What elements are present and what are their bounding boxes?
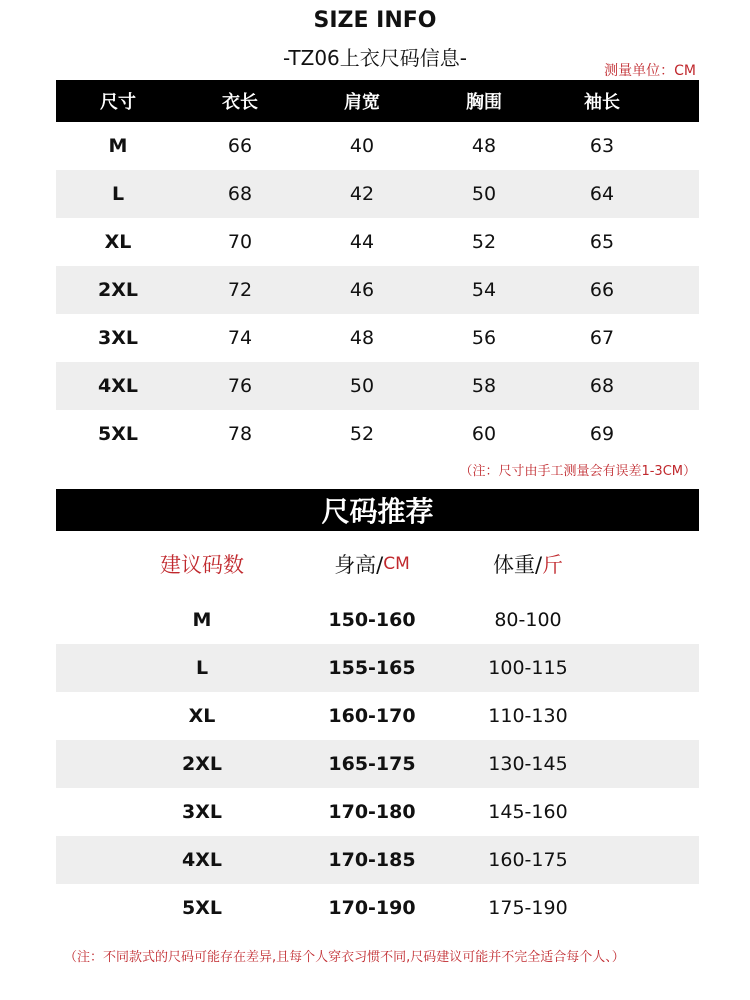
size-cell: L [111, 183, 125, 205]
column-header-weight [468, 540, 588, 588]
shoulder-cell: 48 [349, 327, 375, 349]
size-cell: 3XL [98, 327, 138, 349]
recommend-disclaimer: （注：不同款式的尺码可能存在差异,且每个人穿衣习惯不同,尺码建议可能并不完全适合每个人、） [64, 950, 625, 965]
sleeve-cell: 63 [589, 135, 615, 157]
weight-cell: 100-115 [488, 657, 568, 679]
size-cell: 4XL [98, 375, 138, 397]
height-cell: 150-160 [328, 609, 416, 631]
table-row [56, 596, 699, 644]
size-cell: 2XL [182, 753, 222, 775]
chest-cell: 48 [471, 135, 497, 157]
column-header: 尺寸 [100, 92, 136, 113]
table-row [56, 884, 699, 932]
size-cell: 4XL [182, 849, 222, 871]
chest-cell: 56 [471, 327, 497, 349]
column-header: 袖长 [584, 92, 620, 113]
length-cell: 66 [227, 135, 253, 157]
sleeve-cell: 64 [589, 183, 615, 205]
measurement-note: （注：尺寸由手工测量会有误差1-3CM） [459, 464, 696, 479]
height-cell: 170-180 [328, 801, 416, 823]
weight-cell: 175-190 [488, 897, 568, 919]
size-cell: L [195, 657, 209, 679]
weight-cell: 110-130 [488, 705, 568, 727]
weight-unit: 斤 [542, 553, 564, 577]
column-header-size: 建议码数 [160, 553, 244, 577]
height-label: 身高/ [334, 553, 384, 577]
column-header-height [312, 540, 432, 588]
height-cell: 170-185 [328, 849, 416, 871]
shoulder-cell: 52 [349, 423, 375, 445]
size-cell: 5XL [98, 423, 138, 445]
length-cell: 74 [227, 327, 253, 349]
product-subtitle: -TZ06上衣尺码信息- [283, 46, 467, 70]
table-row [56, 122, 699, 170]
shoulder-cell: 42 [349, 183, 375, 205]
sleeve-cell: 68 [589, 375, 615, 397]
size-table-header [56, 80, 699, 122]
height-unit: CM [383, 554, 410, 574]
table-row [56, 692, 699, 740]
chest-cell: 50 [471, 183, 497, 205]
weight-cell: 130-145 [488, 753, 568, 775]
recommend-band-title: 尺码推荐 [56, 489, 699, 531]
shoulder-cell: 46 [349, 279, 375, 301]
table-row [56, 170, 699, 218]
size-cell: 3XL [182, 801, 222, 823]
sleeve-cell: 65 [589, 231, 615, 253]
height-cell: 170-190 [328, 897, 416, 919]
length-cell: 68 [227, 183, 253, 205]
table-row [56, 788, 699, 836]
sleeve-cell: 69 [589, 423, 615, 445]
shoulder-cell: 40 [349, 135, 375, 157]
chest-cell: 54 [471, 279, 497, 301]
size-table [56, 80, 699, 458]
column-header: 胸围 [466, 92, 502, 113]
column-header: 衣长 [222, 92, 258, 113]
size-cell: XL [104, 231, 132, 253]
length-cell: 76 [227, 375, 253, 397]
table-row [56, 740, 699, 788]
length-cell: 70 [227, 231, 253, 253]
weight-cell: 160-175 [488, 849, 568, 871]
table-row [56, 218, 699, 266]
recommend-table [56, 596, 699, 932]
size-cell: M [192, 609, 212, 631]
weight-cell: 80-100 [494, 609, 562, 631]
recommend-table-header [56, 540, 699, 588]
size-cell: M [108, 135, 128, 157]
height-cell: 165-175 [328, 753, 416, 775]
length-cell: 72 [227, 279, 253, 301]
chest-cell: 60 [471, 423, 497, 445]
table-row [56, 266, 699, 314]
table-row [56, 362, 699, 410]
table-row [56, 836, 699, 884]
column-header: 肩宽 [344, 92, 380, 113]
length-cell: 78 [227, 423, 253, 445]
sleeve-cell: 67 [589, 327, 615, 349]
weight-cell: 145-160 [488, 801, 568, 823]
weight-label: 体重/ [492, 553, 543, 577]
size-cell: 5XL [182, 897, 222, 919]
table-row [56, 644, 699, 692]
shoulder-cell: 50 [349, 375, 375, 397]
chest-cell: 52 [471, 231, 497, 253]
chest-cell: 58 [471, 375, 497, 397]
sleeve-cell: 66 [589, 279, 615, 301]
height-cell: 155-165 [328, 657, 416, 679]
table-row [56, 314, 699, 362]
page-title: SIZE INFO [313, 8, 437, 33]
size-cell: XL [188, 705, 216, 727]
unit-note: 测量单位：CM [604, 63, 696, 79]
table-row [56, 410, 699, 458]
size-cell: 2XL [98, 279, 138, 301]
height-cell: 160-170 [328, 705, 416, 727]
shoulder-cell: 44 [349, 231, 375, 253]
